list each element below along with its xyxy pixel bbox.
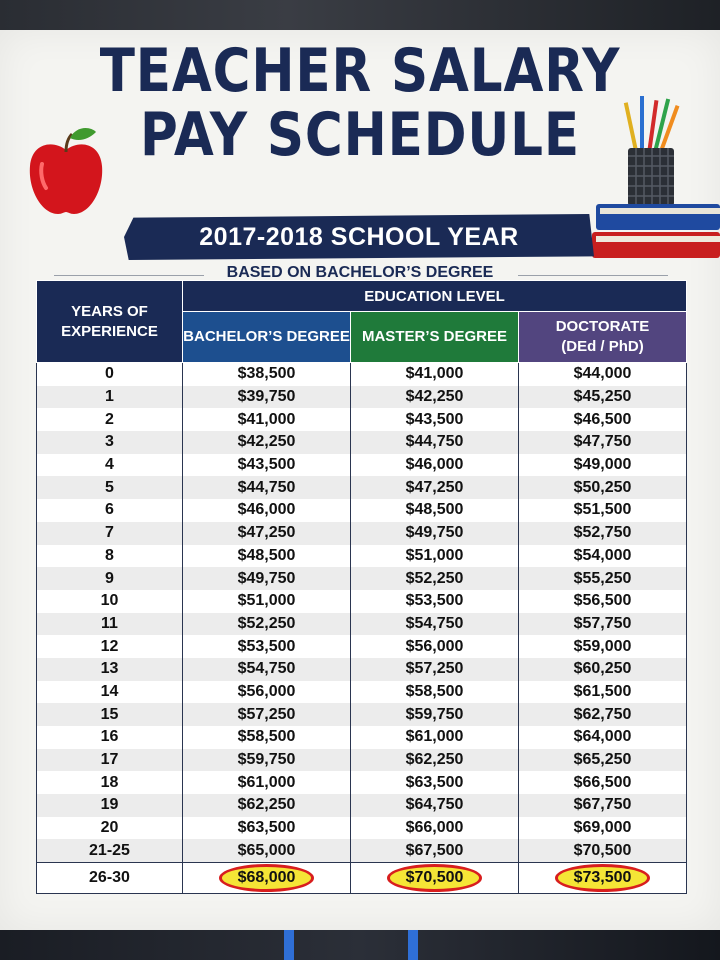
- doctorate-salary-cell: $64,000: [519, 726, 687, 749]
- bachelor-salary-cell: $48,500: [183, 545, 351, 568]
- years-cell: 7: [37, 522, 183, 545]
- years-cell: 9: [37, 567, 183, 590]
- years-cell: 11: [37, 613, 183, 636]
- master-salary-cell: [351, 863, 519, 894]
- bachelor-salary-cell: $41,000: [183, 408, 351, 431]
- years-cell: 14: [37, 681, 183, 704]
- doctorate-salary-cell: $66,500: [519, 771, 687, 794]
- table-row: [37, 499, 687, 522]
- bachelor-salary-cell: $46,000: [183, 499, 351, 522]
- highlighted-salary: $70,500: [387, 864, 483, 892]
- master-salary-cell: $48,500: [351, 499, 519, 522]
- master-salary-cell: $57,250: [351, 658, 519, 681]
- apple-icon: [24, 124, 108, 220]
- doctorate-header-line1: DOCTORATE: [555, 318, 650, 335]
- doctorate-salary-cell: $45,250: [519, 386, 687, 409]
- years-cell: 0: [37, 363, 183, 386]
- doctorate-salary-cell: $50,250: [519, 476, 687, 499]
- bachelor-salary-cell: $42,250: [183, 431, 351, 454]
- master-salary-cell: $46,000: [351, 454, 519, 477]
- doctorate-salary-cell: $44,000: [519, 363, 687, 386]
- doctorate-salary-cell: $69,000: [519, 817, 687, 840]
- highlighted-salary: $68,000: [219, 864, 315, 892]
- doctorate-salary-cell: $47,750: [519, 431, 687, 454]
- master-salary-cell: $63,500: [351, 771, 519, 794]
- table-row: [37, 522, 687, 545]
- bachelor-salary-cell: $52,250: [183, 613, 351, 636]
- page-title-line1: TEACHER SALARY: [99, 36, 621, 106]
- doctorate-salary-cell: $54,000: [519, 545, 687, 568]
- table-row: [37, 635, 687, 658]
- master-salary-cell: $58,500: [351, 681, 519, 704]
- bachelor-salary-cell: $39,750: [183, 386, 351, 409]
- years-cell: 8: [37, 545, 183, 568]
- bachelor-salary-cell: $59,750: [183, 749, 351, 772]
- master-salary-cell: $59,750: [351, 703, 519, 726]
- years-cell: 4: [37, 454, 183, 477]
- doctorate-salary-cell: $65,250: [519, 749, 687, 772]
- subtitle: BASED ON BACHELOR’S DEGREE: [226, 264, 494, 281]
- highlighted-salary: $73,500: [555, 864, 651, 892]
- table-row: [37, 703, 687, 726]
- doctorate-header-line2: (DEd / PhD): [561, 338, 644, 355]
- years-cell: 16: [37, 726, 183, 749]
- bachelor-salary-cell: [183, 863, 351, 894]
- table-row: [37, 726, 687, 749]
- doctorate-salary-cell: $70,500: [519, 839, 687, 862]
- master-salary-cell: $53,500: [351, 590, 519, 613]
- master-salary-cell: $42,250: [351, 386, 519, 409]
- background-top: [0, 0, 720, 30]
- doctorate-salary-cell: $46,500: [519, 408, 687, 431]
- years-cell: 5: [37, 476, 183, 499]
- master-salary-cell: $56,000: [351, 635, 519, 658]
- salary-table: [36, 280, 687, 894]
- bachelor-salary-cell: $58,500: [183, 726, 351, 749]
- salary-table-container: [36, 280, 686, 894]
- table-row: [37, 476, 687, 499]
- doctorate-salary-cell: $51,500: [519, 499, 687, 522]
- master-salary-cell: $52,250: [351, 567, 519, 590]
- table-row: [37, 567, 687, 590]
- bachelor-salary-cell: $49,750: [183, 567, 351, 590]
- table-row: [37, 431, 687, 454]
- page-title-line2: PAY SCHEDULE: [139, 100, 581, 170]
- table-row: [37, 658, 687, 681]
- education-level-header: EDUCATION LEVEL: [183, 281, 687, 312]
- table-row: [37, 363, 687, 386]
- pencil-cup-icon: [592, 92, 720, 264]
- bachelor-salary-cell: $62,250: [183, 794, 351, 817]
- doctorate-salary-cell: $57,750: [519, 613, 687, 636]
- table-row: [37, 817, 687, 840]
- bachelor-salary-cell: $54,750: [183, 658, 351, 681]
- years-cell: 12: [37, 635, 183, 658]
- years-cell: 3: [37, 431, 183, 454]
- table-row: [37, 590, 687, 613]
- doctorate-header: [519, 312, 687, 363]
- table-row: [37, 386, 687, 409]
- master-header: MASTER’S DEGREE: [351, 312, 519, 363]
- bachelor-header: BACHELOR’S DEGREE: [183, 312, 351, 363]
- master-salary-cell: $67,500: [351, 839, 519, 862]
- years-cell: 18: [37, 771, 183, 794]
- table-row: [37, 545, 687, 568]
- years-cell: 2: [37, 408, 183, 431]
- table-row: [37, 749, 687, 772]
- years-cell: 21-25: [37, 839, 183, 862]
- master-salary-cell: $51,000: [351, 545, 519, 568]
- years-cell: 19: [37, 794, 183, 817]
- bachelor-salary-cell: $53,500: [183, 635, 351, 658]
- background-stripe: [284, 930, 294, 960]
- years-cell: 1: [37, 386, 183, 409]
- master-salary-cell: $62,250: [351, 749, 519, 772]
- school-year-label: 2017-2018 SCHOOL YEAR: [199, 223, 519, 251]
- years-header: YEARS OF EXPERIENCE: [37, 281, 183, 363]
- doctorate-salary-cell: [519, 863, 687, 894]
- master-salary-cell: $41,000: [351, 363, 519, 386]
- bachelor-salary-cell: $65,000: [183, 839, 351, 862]
- doctorate-salary-cell: $56,500: [519, 590, 687, 613]
- table-row: [37, 454, 687, 477]
- years-cell: 20: [37, 817, 183, 840]
- years-cell: 26-30: [37, 863, 183, 894]
- master-salary-cell: $47,250: [351, 476, 519, 499]
- bachelor-salary-cell: $43,500: [183, 454, 351, 477]
- bachelor-salary-cell: $56,000: [183, 681, 351, 704]
- master-salary-cell: $49,750: [351, 522, 519, 545]
- years-cell: 17: [37, 749, 183, 772]
- master-salary-cell: $43,500: [351, 408, 519, 431]
- bachelor-salary-cell: $51,000: [183, 590, 351, 613]
- table-row: [37, 408, 687, 431]
- doctorate-salary-cell: $61,500: [519, 681, 687, 704]
- salary-rows: [37, 363, 687, 894]
- table-row: [37, 839, 687, 862]
- doctorate-salary-cell: $67,750: [519, 794, 687, 817]
- table-row: [37, 771, 687, 794]
- salary-poster: [0, 30, 720, 930]
- doctorate-salary-cell: $52,750: [519, 522, 687, 545]
- bachelor-salary-cell: $61,000: [183, 771, 351, 794]
- background-stripe: [408, 930, 418, 960]
- bachelor-salary-cell: $38,500: [183, 363, 351, 386]
- bachelor-salary-cell: $57,250: [183, 703, 351, 726]
- table-row: [37, 681, 687, 704]
- background-bottom: [0, 930, 720, 960]
- master-salary-cell: $54,750: [351, 613, 519, 636]
- bachelor-salary-cell: $47,250: [183, 522, 351, 545]
- doctorate-salary-cell: $62,750: [519, 703, 687, 726]
- table-row: [37, 863, 687, 894]
- years-cell: 10: [37, 590, 183, 613]
- master-salary-cell: $66,000: [351, 817, 519, 840]
- years-cell: 15: [37, 703, 183, 726]
- table-row: [37, 794, 687, 817]
- bachelor-salary-cell: $44,750: [183, 476, 351, 499]
- doctorate-salary-cell: $60,250: [519, 658, 687, 681]
- doctorate-salary-cell: $49,000: [519, 454, 687, 477]
- master-salary-cell: $64,750: [351, 794, 519, 817]
- years-cell: 6: [37, 499, 183, 522]
- master-salary-cell: $44,750: [351, 431, 519, 454]
- table-row: [37, 613, 687, 636]
- master-salary-cell: $61,000: [351, 726, 519, 749]
- book-stack-icon: [592, 204, 720, 258]
- doctorate-salary-cell: $59,000: [519, 635, 687, 658]
- years-cell: 13: [37, 658, 183, 681]
- bachelor-salary-cell: $63,500: [183, 817, 351, 840]
- doctorate-salary-cell: $55,250: [519, 567, 687, 590]
